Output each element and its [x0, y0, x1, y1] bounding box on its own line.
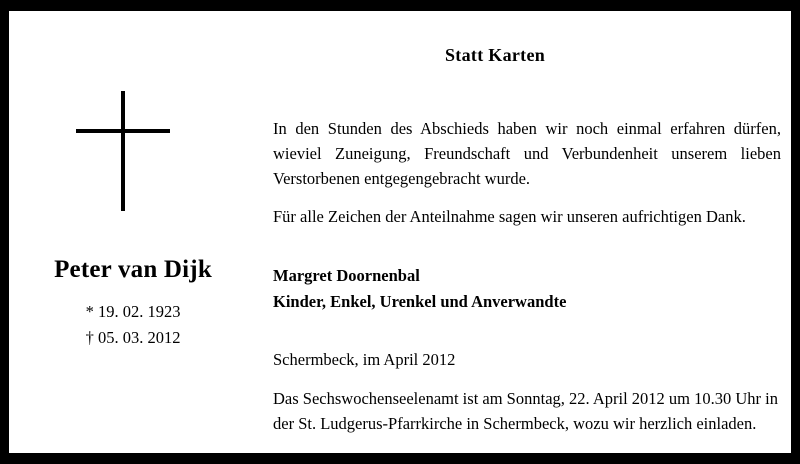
- death-date: † 05. 03. 2012: [85, 327, 181, 347]
- right-column: [265, 11, 781, 453]
- message-paragraph-2: Für alle Zeichen der Anteilnahme sagen wir unseren aufrichtigen Dank.: [273, 207, 746, 227]
- survivor-family: Kinder, Enkel, Urenkel und Anverwandte: [273, 291, 567, 311]
- memorial-service-text: Das Sechswochenseelenamt ist am Sonntag, 22. April 2012 um 10.30 Uhr in der St. Ludgerus-Pfarrkirche in Schermbeck, wozu wir herzlich einladen.: [273, 388, 779, 433]
- closing-block: [273, 348, 781, 436]
- deceased-name: Peter van Dijk: [54, 256, 212, 283]
- place-and-date: Schermbeck, im April 2012: [273, 350, 456, 369]
- message-paragraph-1: In den Stunden des Abschieds haben wir noch einmal erfahren dürfen, wieviel Zuneigung, Freundschaft und Verbundenheit unserem lieben Verstorbenen entgegengebracht wurde.: [273, 119, 781, 188]
- message-block: [273, 117, 781, 230]
- left-column: [9, 11, 257, 453]
- notice-inner: [9, 11, 791, 453]
- deceased-dates: [9, 299, 257, 350]
- notice-heading: Statt Karten: [445, 45, 546, 65]
- survivors-block: [273, 263, 781, 314]
- cross-icon: [121, 91, 125, 211]
- survivor-primary: Margret Doornenbal: [273, 266, 420, 285]
- birth-date: * 19. 02. 1923: [85, 302, 181, 321]
